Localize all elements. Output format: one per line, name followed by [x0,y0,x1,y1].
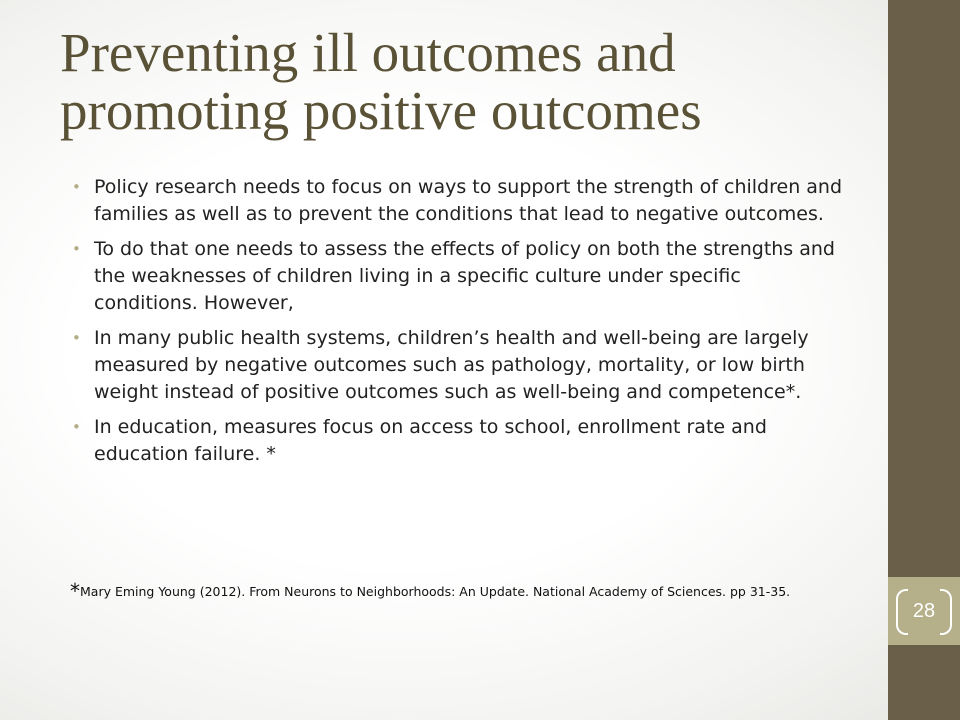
bullet-item [70,236,850,317]
page-number: 28 [912,600,936,622]
bullet-text: In many public health systems, children’s health and well-being are largely measured by negative outcomes such as pathology, mortality, or low birth weight instead of positive outcomes such as well-being and competence*. [94,327,809,403]
bullet-text: To do that one needs to assess the effects of policy on both the strengths and the weaknesses of children living in a specific culture under specific conditions. However, [94,238,835,314]
bullet-item [70,325,850,406]
bullet-item [70,174,850,228]
footnote-text: Mary Eming Young (2012). From Neurons to Neighborhoods: An Update. National Academy of Sciences. pp 31-35. [80,584,791,599]
bullet-text: Policy research needs to focus on ways to support the strength of children and families as well as to prevent the conditions that lead to negative outcomes. [94,176,843,225]
bullet-list [70,174,850,476]
slide-title: Preventing ill outcomes and promoting positive outcomes [60,22,702,141]
page-number-badge [896,589,952,633]
bullet-dot-icon: • [72,178,81,196]
bullet-text: In education, measures focus on access to school, enrollment rate and education failure. * [94,416,767,465]
footnote-mark: * [70,579,80,603]
bullet-item [70,414,850,468]
footnote [70,580,860,603]
bullet-dot-icon: • [72,329,81,347]
bullet-dot-icon: • [72,240,81,258]
bullet-dot-icon: • [72,418,81,436]
